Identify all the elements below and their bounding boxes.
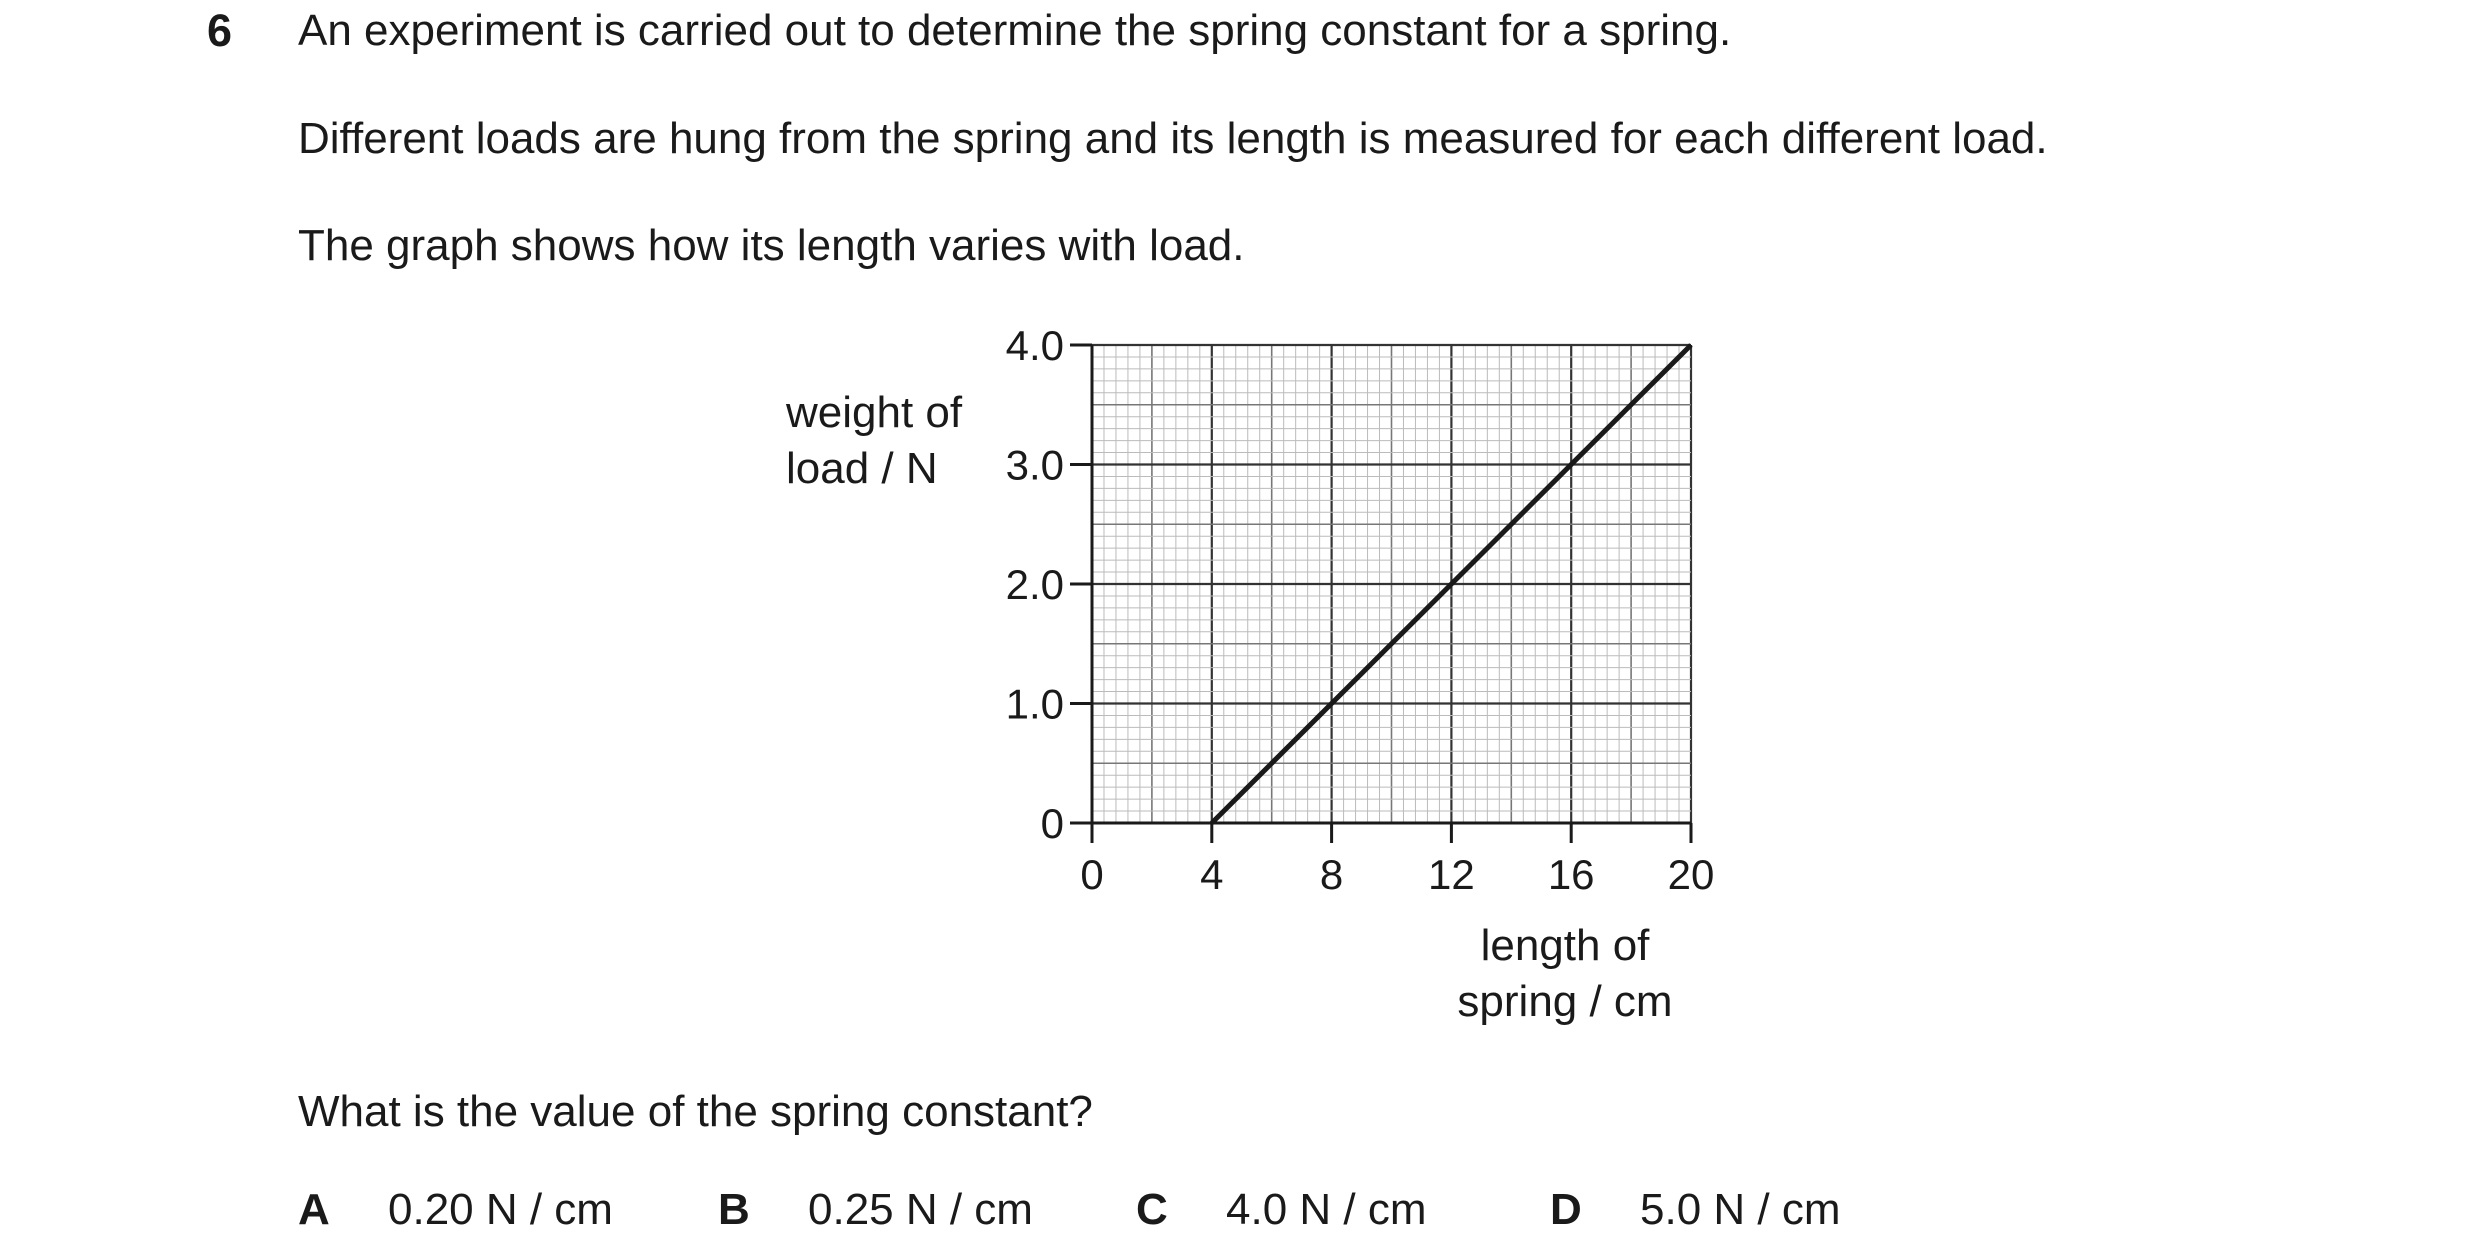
x-tick-label: 16 xyxy=(1547,851,1595,898)
question-paragraph-1: An experiment is carried out to determine the spring constant for a spring. xyxy=(298,6,1732,55)
option-d[interactable] xyxy=(1550,1185,1841,1234)
question-paragraph-2: Different loads are hung from the spring and its length is measured for each different load. xyxy=(298,114,2048,163)
option-a-letter: A xyxy=(298,1185,330,1234)
y-tick-label: 3.0 xyxy=(1005,441,1064,489)
x-axis-label xyxy=(1457,918,1672,1030)
question-paragraph-3: The graph shows how its length varies with load. xyxy=(298,221,1245,270)
option-b-letter: B xyxy=(718,1185,750,1234)
x-tick-label: 4 xyxy=(1200,851,1224,898)
y-tick-label: 2.0 xyxy=(1005,561,1064,608)
x-axis-label-line-1: length of xyxy=(1480,921,1650,970)
question-number: 6 xyxy=(207,5,233,56)
y-tick-label: 0 xyxy=(1040,800,1064,847)
y-axis-label-line-1: weight of xyxy=(786,388,963,437)
x-tick-label: 12 xyxy=(1428,851,1475,898)
option-a[interactable] xyxy=(298,1185,613,1234)
y-tick-label: 4.0 xyxy=(1005,322,1064,369)
option-d-letter: D xyxy=(1550,1185,1582,1234)
option-c[interactable] xyxy=(1136,1185,1427,1234)
x-axis-label-line-2: spring / cm xyxy=(1457,977,1673,1026)
x-tick-label: 20 xyxy=(1667,851,1715,898)
y-axis-label-line-2: load / N xyxy=(786,444,938,493)
x-tick-label: 8 xyxy=(1319,851,1344,898)
answer-options xyxy=(298,1185,1998,1238)
option-c-letter: C xyxy=(1136,1185,1168,1234)
question-prompt: What is the value of the spring constant? xyxy=(298,1087,1093,1136)
option-b-value: 0.25 N / cm xyxy=(808,1185,1033,1234)
option-d-value: 5.0 N / cm xyxy=(1640,1185,1841,1234)
x-tick-label: 0 xyxy=(1080,851,1104,898)
option-a-value: 0.20 N / cm xyxy=(388,1185,613,1234)
option-b[interactable] xyxy=(718,1185,1033,1234)
option-c-value: 4.0 N / cm xyxy=(1226,1185,1427,1234)
y-tick-label: 1.0 xyxy=(1005,680,1064,728)
